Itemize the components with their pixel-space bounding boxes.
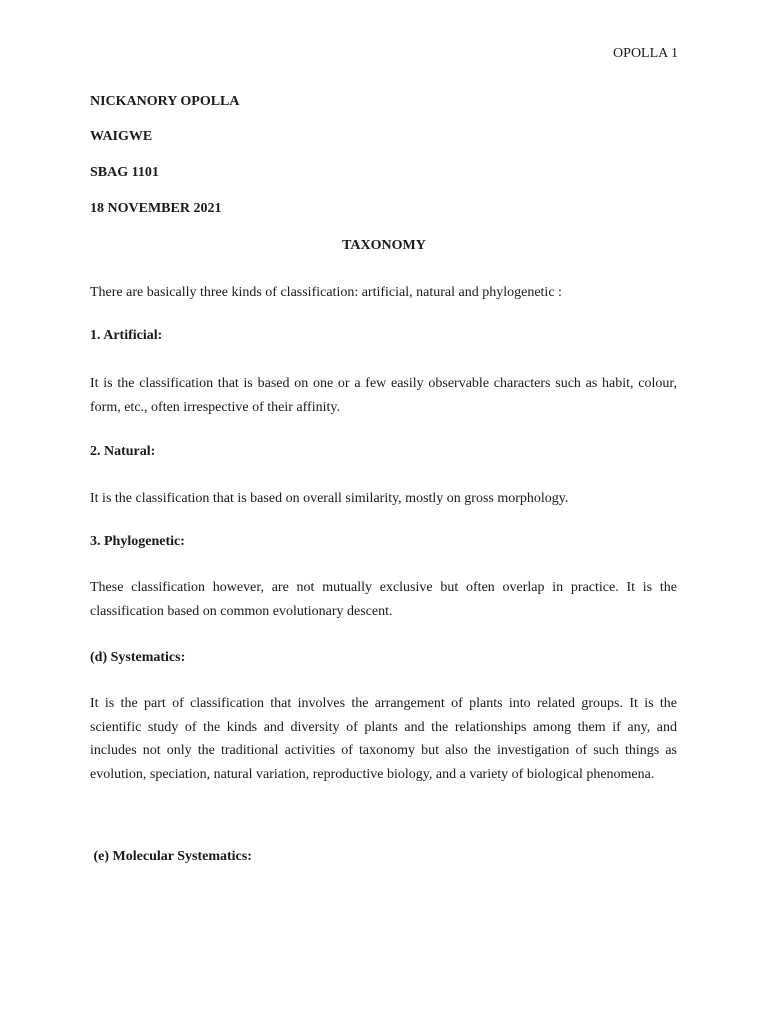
course-code: SBAG 1101 (90, 165, 159, 180)
section-body-phylogenetic: These classification however, are not mutually exclusive but often overlap in practice. It is the classification based on common evolutionary descent. (90, 580, 677, 619)
section-heading-systematics: (d) Systematics: (90, 650, 186, 665)
author-name: NICKANORY OPOLLA (90, 94, 240, 109)
running-header: OPOLLA 1 (613, 46, 678, 61)
section-heading-natural: 2. Natural: (90, 444, 156, 459)
instructor-name: WAIGWE (90, 129, 153, 144)
section-body-natural: It is the classification that is based on overall similarity, mostly on gross morphology. (90, 491, 569, 506)
section-heading-phylogenetic: 3. Phylogenetic: (90, 534, 185, 549)
intro-paragraph: There are basically three kinds of classification: artificial, natural and phylogenetic : (90, 285, 562, 300)
section-body-artificial: It is the classification that is based on one or a few easily observable characters such as habit, colour, form, etc., often irrespective of their affinity. (90, 376, 677, 415)
section-heading-artificial: 1. Artificial: (90, 328, 163, 343)
section-body-systematics: It is the part of classification that involves the arrangement of plants into related groups. It is the scientific study of the kinds and diversity of plants and the relationships among them if any, and includes not only the traditional activities of taxonomy but also the investigation of such things as evolution, speciation, natural variation, reproductive biology, and a variety of biological phenomena. (90, 696, 677, 782)
document-date: 18 NOVEMBER 2021 (90, 201, 222, 216)
section-heading-molecular-systematics: (e) Molecular Systematics: (90, 849, 252, 864)
document-title: TAXONOMY (342, 238, 426, 253)
